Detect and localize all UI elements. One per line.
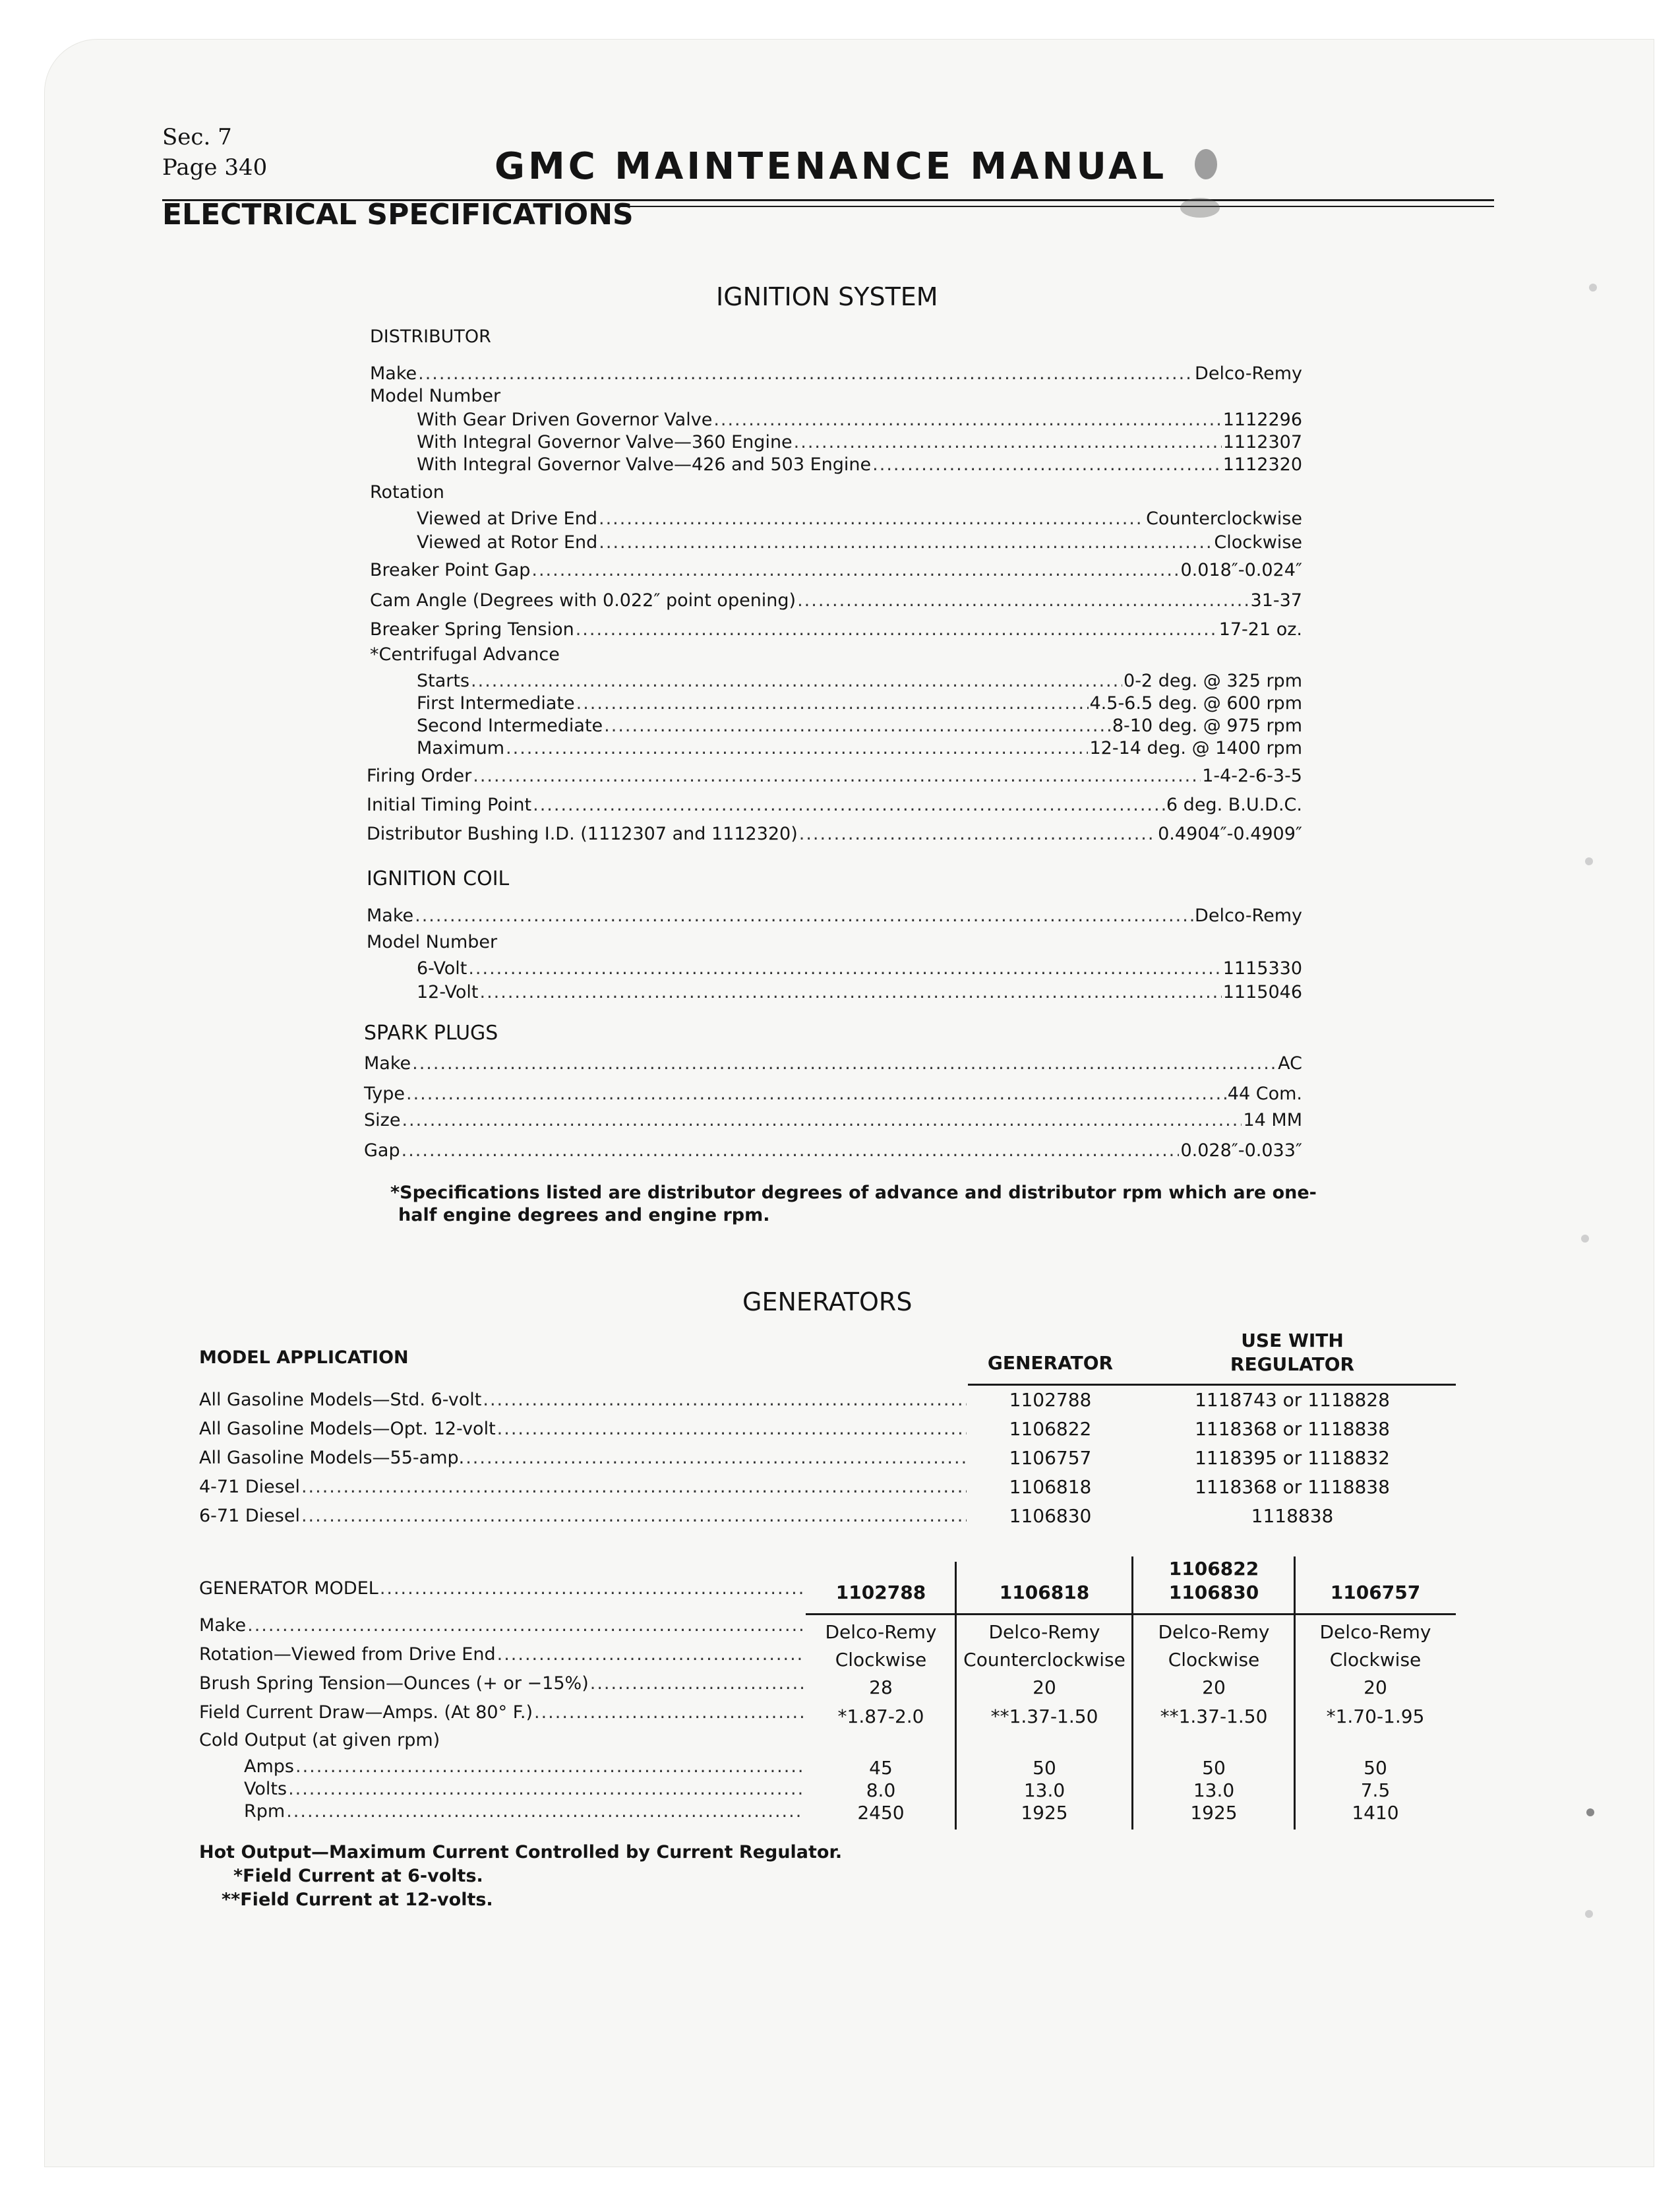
- spec-rpm-label-row: Rpm .....: [244, 1800, 806, 1823]
- plug-make-row: Make ..... AC: [364, 1053, 1302, 1075]
- spec-rpm-cell: 1410: [1352, 1802, 1399, 1824]
- section-subtitle: ELECTRICAL SPECIFICATIONS: [162, 198, 634, 231]
- rotor-end-row: Viewed at Rotor End ..... Clockwise: [417, 532, 1302, 554]
- advance-footnote-line2: half engine degrees and engine rpm.: [398, 1205, 770, 1225]
- spec-field-cell: *1.70-1.95: [1326, 1706, 1425, 1727]
- field-12v-note: **Field Current at 12-volts.: [222, 1890, 493, 1910]
- application-generator: 1102788: [1009, 1389, 1092, 1411]
- spark-plugs-label: SPARK PLUGS: [364, 1022, 498, 1045]
- centrifugal-advance-label: *Centrifugal Advance: [370, 644, 560, 665]
- advance-starts-row: Starts ..... 0-2 deg. @ 325 rpm: [417, 670, 1302, 692]
- application-row: All Gasoline Models—Std. 6-volt .....: [199, 1389, 968, 1411]
- spec-brush-cell: 20: [1033, 1677, 1056, 1698]
- application-regulator: 1118838: [1251, 1505, 1334, 1527]
- spec-make-cell: Delco-Remy: [1319, 1621, 1431, 1643]
- cam-angle-row: Cam Angle (Degrees with 0.022″ point opening) ..... 31-37: [370, 590, 1302, 612]
- advance-maximum-row: Maximum ..... 12-14 deg. @ 1400 rpm: [417, 737, 1302, 760]
- coil-12volt-row: 12-Volt ..... 1115046: [417, 981, 1302, 1004]
- spec-brush-cell: 20: [1202, 1677, 1226, 1698]
- model-application-label: MODEL APPLICATION: [199, 1347, 409, 1368]
- model-number-label: Model Number: [370, 386, 501, 406]
- regulator-column-header-line2: REGULATOR: [1230, 1353, 1355, 1375]
- plug-type-row: Type ..... 44 Com.: [364, 1083, 1302, 1105]
- breaker-gap-row: Breaker Point Gap ..... 0.018″-0.024″: [370, 559, 1302, 582]
- drive-end-row: Viewed at Drive End ..... Counterclockwise: [417, 508, 1302, 530]
- model-col-3-line2: 1106830: [1168, 1582, 1259, 1603]
- spec-volts-label-row: Volts .....: [244, 1778, 806, 1800]
- spec-volts-cell: 7.5: [1360, 1779, 1391, 1801]
- spec-volts-cell: 13.0: [1023, 1779, 1065, 1801]
- distributor-make-row: Make ..... Delco-Remy: [370, 363, 1302, 385]
- spec-amps-label-row: Amps .....: [244, 1756, 806, 1778]
- application-generator: 1106830: [1009, 1505, 1092, 1527]
- spec-volts-cell: 13.0: [1193, 1779, 1235, 1801]
- spec-field-cell: **1.37-1.50: [1160, 1706, 1268, 1727]
- coil-6volt-row: 6-Volt ..... 1115330: [417, 958, 1302, 980]
- spec-field-cell: *1.87-2.0: [837, 1706, 924, 1727]
- application-generator: 1106822: [1009, 1418, 1092, 1440]
- application-header-rule: [968, 1384, 1456, 1386]
- ink-smudge-2: [1180, 198, 1220, 218]
- plug-gap-row: Gap ..... 0.028″-0.033″: [364, 1140, 1302, 1162]
- application-regulator: 1118395 or 1118832: [1195, 1447, 1390, 1469]
- firing-order-row: Firing Order ..... 1-4-2-6-3-5: [367, 765, 1302, 787]
- advance-second-row: Second Intermediate ..... 8-10 deg. @ 975 rpm: [417, 715, 1302, 737]
- spec-make-cell: Delco-Remy: [988, 1621, 1100, 1643]
- spec-rpm-cell: 1925: [1021, 1802, 1068, 1824]
- plug-size-row: Size ..... 14 MM: [364, 1109, 1302, 1132]
- spec-rotation-cell: Clockwise: [835, 1649, 927, 1671]
- spec-cold-label: Cold Output (at given rpm): [199, 1730, 440, 1750]
- section-number: Sec. 7: [162, 124, 232, 150]
- spec-rpm-cell: 2450: [857, 1802, 905, 1824]
- generators-heading: GENERATORS: [742, 1287, 913, 1316]
- application-row: All Gasoline Models—Opt. 12-volt .....: [199, 1418, 968, 1440]
- header-rule-secondary: [618, 206, 1494, 207]
- application-row: 6-71 Diesel .....: [199, 1505, 968, 1527]
- bushing-row: Distributor Bushing I.D. (1112307 and 1112320) ..... 0.4904″-0.4909″: [367, 823, 1302, 846]
- page-number: Page 340: [162, 154, 268, 181]
- binder-hole-mark: [1589, 284, 1597, 292]
- spec-field-label-row: Field Current Draw—Amps. (At 80° F.) .....: [199, 1702, 806, 1724]
- generator-model-row: GENERATOR MODEL .....: [199, 1578, 806, 1600]
- integral-426-row: With Integral Governor Valve—426 and 503 Engine ..... 1112320: [417, 454, 1302, 476]
- spec-volts-cell: 8.0: [866, 1779, 896, 1801]
- spec-amps-cell: 45: [869, 1757, 893, 1779]
- binder-hole-mark-5: [1585, 1910, 1593, 1918]
- spec-brush-cell: 20: [1364, 1677, 1387, 1698]
- spec-amps-cell: 50: [1364, 1757, 1387, 1779]
- spec-make-cell: Delco-Remy: [1158, 1621, 1270, 1643]
- regulator-column-header-line1: USE WITH: [1241, 1330, 1344, 1351]
- application-regulator: 1118743 or 1118828: [1195, 1389, 1390, 1411]
- ignition-heading: IGNITION SYSTEM: [716, 282, 938, 311]
- integral-360-row: With Integral Governor Valve—360 Engine ..... 1112307: [417, 431, 1302, 454]
- application-regulator: 1118368 or 1118838: [1195, 1418, 1390, 1440]
- spec-rpm-cell: 1925: [1190, 1802, 1238, 1824]
- ignition-coil-label: IGNITION COIL: [367, 867, 510, 890]
- model-col-3: 1106822: [1168, 1558, 1259, 1580]
- advance-footnote-line1: *Specifications listed are distributor degrees of advance and distributor rpm which are one-: [390, 1183, 1317, 1203]
- advance-first-row: First Intermediate ..... 4.5-6.5 deg. @ 600 rpm: [417, 692, 1302, 715]
- binder-hole-mark-4: [1586, 1808, 1594, 1816]
- binder-hole-mark-3: [1581, 1235, 1589, 1243]
- model-header-rule: [806, 1613, 1456, 1615]
- field-6v-note: *Field Current at 6-volts.: [233, 1866, 483, 1886]
- spec-rotation-cell: Counterclockwise: [963, 1649, 1125, 1671]
- rotation-label: Rotation: [370, 482, 444, 503]
- ink-smudge: [1195, 149, 1217, 179]
- model-col-4: 1106757: [1330, 1582, 1421, 1603]
- spec-brush-cell: 28: [869, 1677, 893, 1698]
- model-col-1: 1102788: [835, 1582, 926, 1603]
- spec-rotation-cell: Clockwise: [1168, 1649, 1260, 1671]
- spec-amps-cell: 50: [1202, 1757, 1226, 1779]
- spec-amps-cell: 50: [1033, 1757, 1056, 1779]
- page-title: GMC MAINTENANCE MANUAL: [495, 145, 1168, 188]
- coil-make-row: Make ..... Delco-Remy: [367, 905, 1302, 927]
- application-generator: 1106757: [1009, 1447, 1092, 1469]
- model-col-2: 1106818: [999, 1582, 1090, 1603]
- spec-make-label-row: Make .....: [199, 1615, 806, 1637]
- application-regulator: 1118368 or 1118838: [1195, 1476, 1390, 1498]
- hot-output-note: Hot Output—Maximum Current Controlled by Current Regulator.: [199, 1842, 843, 1862]
- spring-tension-row: Breaker Spring Tension ..... 17-21 oz.: [370, 619, 1302, 641]
- spec-make-cell: Delco-Remy: [825, 1621, 937, 1643]
- spec-rotation-label-row: Rotation—Viewed from Drive End .....: [199, 1644, 806, 1666]
- application-generator: 1106818: [1009, 1476, 1092, 1498]
- generator-column-header: GENERATOR: [987, 1352, 1114, 1374]
- gear-driven-row: With Gear Driven Governor Valve ..... 1112296: [417, 409, 1302, 431]
- distributor-label: DISTRIBUTOR: [370, 326, 491, 347]
- spec-field-cell: **1.37-1.50: [990, 1706, 1098, 1727]
- timing-point-row: Initial Timing Point ..... 6 deg. B.U.D.C.: [367, 794, 1302, 816]
- coil-model-label: Model Number: [367, 932, 498, 952]
- spec-rotation-cell: Clockwise: [1329, 1649, 1422, 1671]
- binder-hole-mark-2: [1585, 857, 1593, 865]
- application-row: 4-71 Diesel .....: [199, 1476, 968, 1498]
- application-row: All Gasoline Models—55-amp. .....: [199, 1447, 968, 1469]
- spec-brush-label-row: Brush Spring Tension—Ounces (+ or −15%) .....: [199, 1673, 806, 1695]
